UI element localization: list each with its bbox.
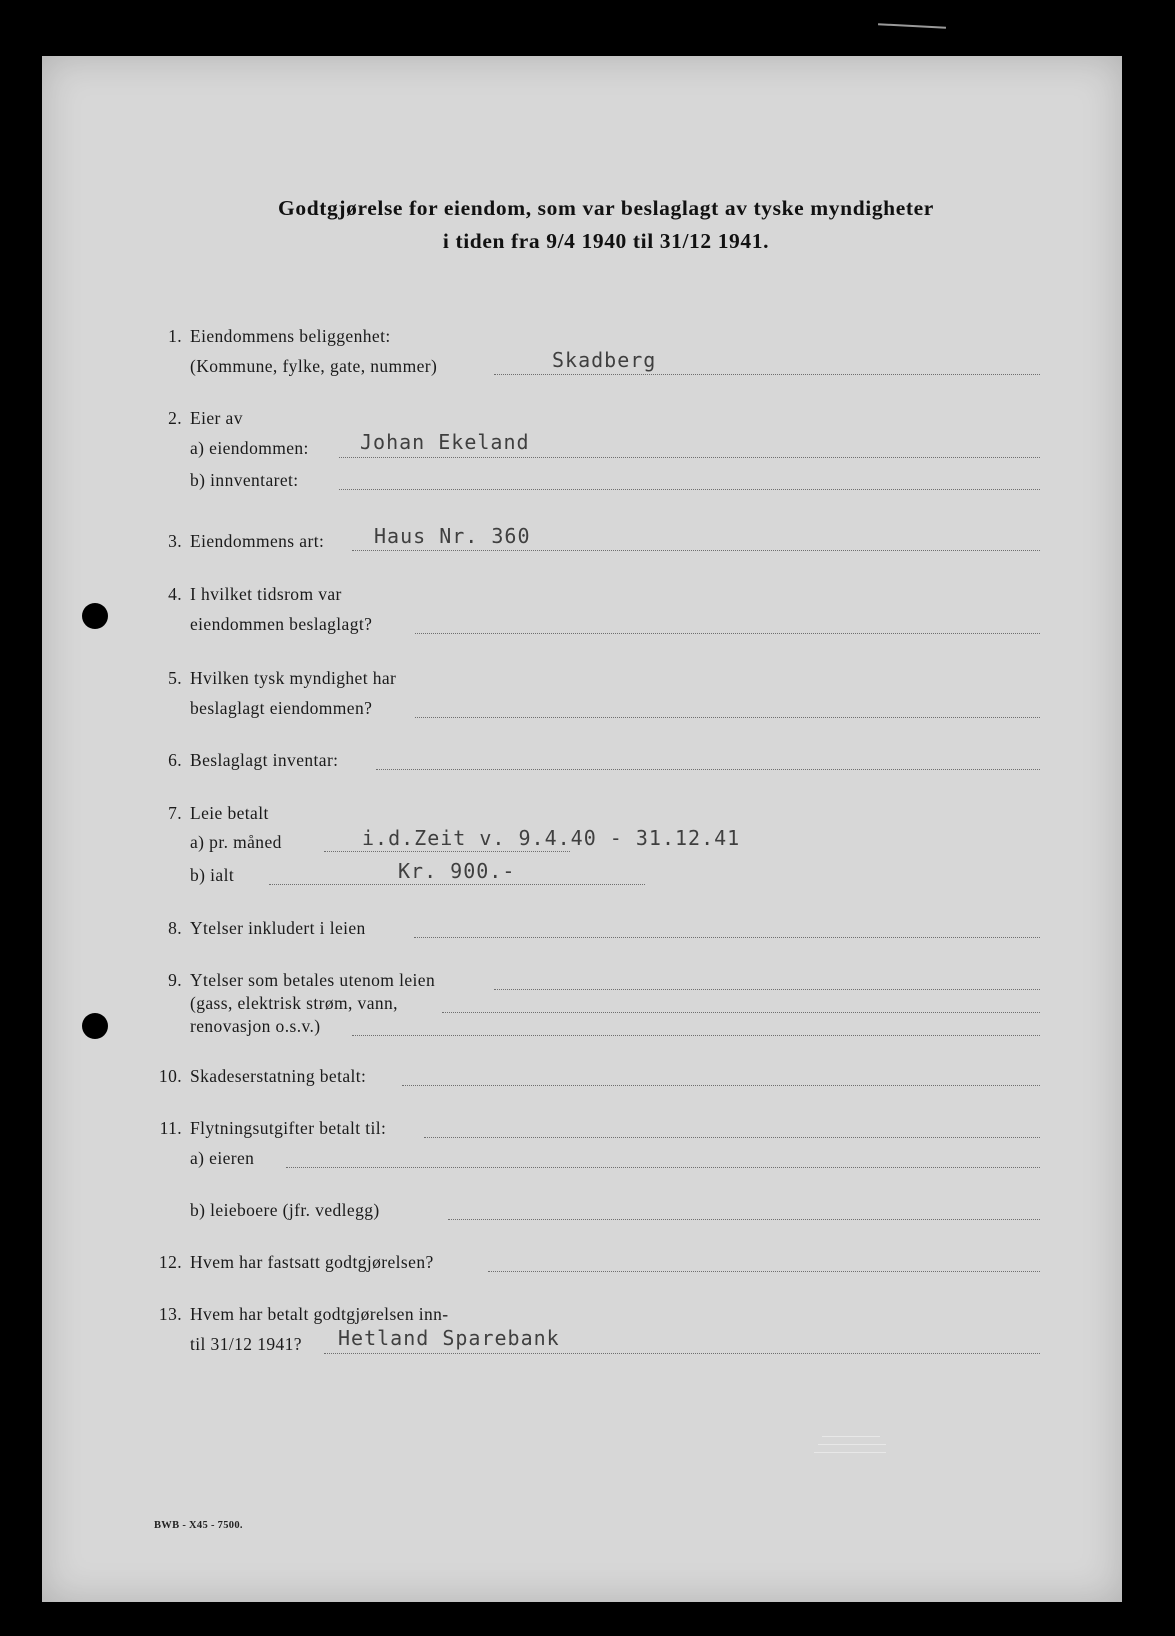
- item-5-label: Hvilken tysk myndighet har: [190, 668, 397, 688]
- item-2-label: Eier av: [190, 408, 243, 428]
- item-1-label: Eiendommens beliggenhet:: [190, 326, 391, 346]
- item-5-number: 5.: [168, 668, 182, 688]
- item-4-sublabel: eiendommen beslaglagt?: [190, 614, 373, 634]
- item-2a-answer-line: [339, 457, 1040, 458]
- scan-smudge: [814, 1452, 886, 1453]
- item-11b-answer-line: [448, 1219, 1040, 1220]
- item-2a-typed-value: Johan Ekeland: [360, 430, 530, 454]
- item-9-sublabel-1: (gass, elektrisk strøm, vann,: [190, 993, 398, 1013]
- item-13-number: 13.: [158, 1304, 182, 1324]
- punch-hole-upper: [82, 603, 108, 629]
- item-11a-answer-line: [286, 1167, 1040, 1168]
- item-6-number: 6.: [168, 750, 182, 770]
- form-page: [42, 56, 1122, 1602]
- item-2b-label: b) innventaret:: [190, 470, 299, 490]
- item-7-number: 7.: [168, 803, 182, 823]
- item-9-answer-line-2: [442, 1012, 1040, 1013]
- item-9-answer-line-3: [352, 1035, 1040, 1036]
- item-1-number: 1.: [168, 326, 182, 346]
- item-13-label: Hvem har betalt godtgjørelsen inn-: [190, 1304, 449, 1324]
- item-2-number: 2.: [168, 408, 182, 428]
- item-7a-label: a) pr. måned: [190, 832, 282, 852]
- item-13-typed-value: Hetland Sparebank: [338, 1326, 560, 1350]
- item-7b-typed-value: Kr. 900.-: [398, 859, 516, 883]
- item-1-sublabel: (Kommune, fylke, gate, nummer): [190, 356, 438, 376]
- item-11b-label: b) leieboere (jfr. vedlegg): [190, 1200, 380, 1220]
- item-9-label: Ytelser som betales utenom leien: [190, 970, 436, 990]
- item-7b-answer-line: [269, 884, 645, 885]
- item-7a-typed-value: i.d.Zeit v. 9.4.40 - 31.12.41: [362, 826, 741, 850]
- item-11-number: 11.: [159, 1118, 182, 1138]
- item-9-sublabel-2: renovasjon o.s.v.): [190, 1016, 321, 1036]
- item-11-label: Flytningsutgifter betalt til:: [190, 1118, 387, 1138]
- item-2b-answer-line: [339, 489, 1040, 490]
- item-10-number: 10.: [158, 1066, 182, 1086]
- item-6-answer-line: [376, 769, 1040, 770]
- item-7b-label: b) ialt: [190, 865, 235, 885]
- item-11-answer-line: [424, 1137, 1040, 1138]
- item-5-answer-line: [415, 717, 1040, 718]
- item-8-label: Ytelser inkludert i leien: [190, 918, 366, 938]
- punch-hole-lower: [82, 1013, 108, 1039]
- form-print-code: BWB - X45 - 7500.: [154, 1520, 243, 1531]
- item-5-sublabel: beslaglagt eiendommen?: [190, 698, 373, 718]
- item-10-label: Skadeserstatning betalt:: [190, 1066, 367, 1086]
- item-9-number: 9.: [168, 970, 182, 990]
- item-8-number: 8.: [168, 918, 182, 938]
- item-10-answer-line: [402, 1085, 1040, 1086]
- item-7a-answer-line: [324, 851, 570, 852]
- item-3-number: 3.: [168, 531, 182, 551]
- item-12-label: Hvem har fastsatt godtgjørelsen?: [190, 1252, 434, 1272]
- item-4-label: I hvilket tidsrom var: [190, 584, 342, 604]
- item-13-answer-line: [324, 1353, 1040, 1354]
- item-12-number: 12.: [158, 1252, 182, 1272]
- item-4-number: 4.: [168, 584, 182, 604]
- item-7-label: Leie betalt: [190, 803, 269, 823]
- scan-smudge: [822, 1436, 880, 1437]
- item-9-answer-line-1: [494, 989, 1040, 990]
- item-3-answer-line: [352, 550, 1040, 551]
- form-title-line1: Godtgjørelse for eiendom, som var beslaglagt av tyske myndigheter: [278, 196, 934, 220]
- item-3-label: Eiendommens art:: [190, 531, 325, 551]
- item-1-answer-line: [494, 374, 1040, 375]
- item-13-sublabel: til 31/12 1941?: [190, 1334, 302, 1354]
- scan-smudge: [818, 1444, 886, 1445]
- item-1-typed-value: Skadberg: [552, 348, 657, 372]
- item-3-typed-value: Haus Nr. 360: [374, 524, 531, 548]
- item-12-answer-line: [488, 1271, 1040, 1272]
- stray-pen-mark: [878, 23, 946, 29]
- item-2a-label: a) eiendommen:: [190, 438, 309, 458]
- form-title-line2: i tiden fra 9/4 1940 til 31/12 1941.: [442, 229, 770, 253]
- item-8-answer-line: [414, 937, 1040, 938]
- item-4-answer-line: [415, 633, 1040, 634]
- item-11a-label: a) eieren: [190, 1148, 255, 1168]
- item-6-label: Beslaglagt inventar:: [190, 750, 339, 770]
